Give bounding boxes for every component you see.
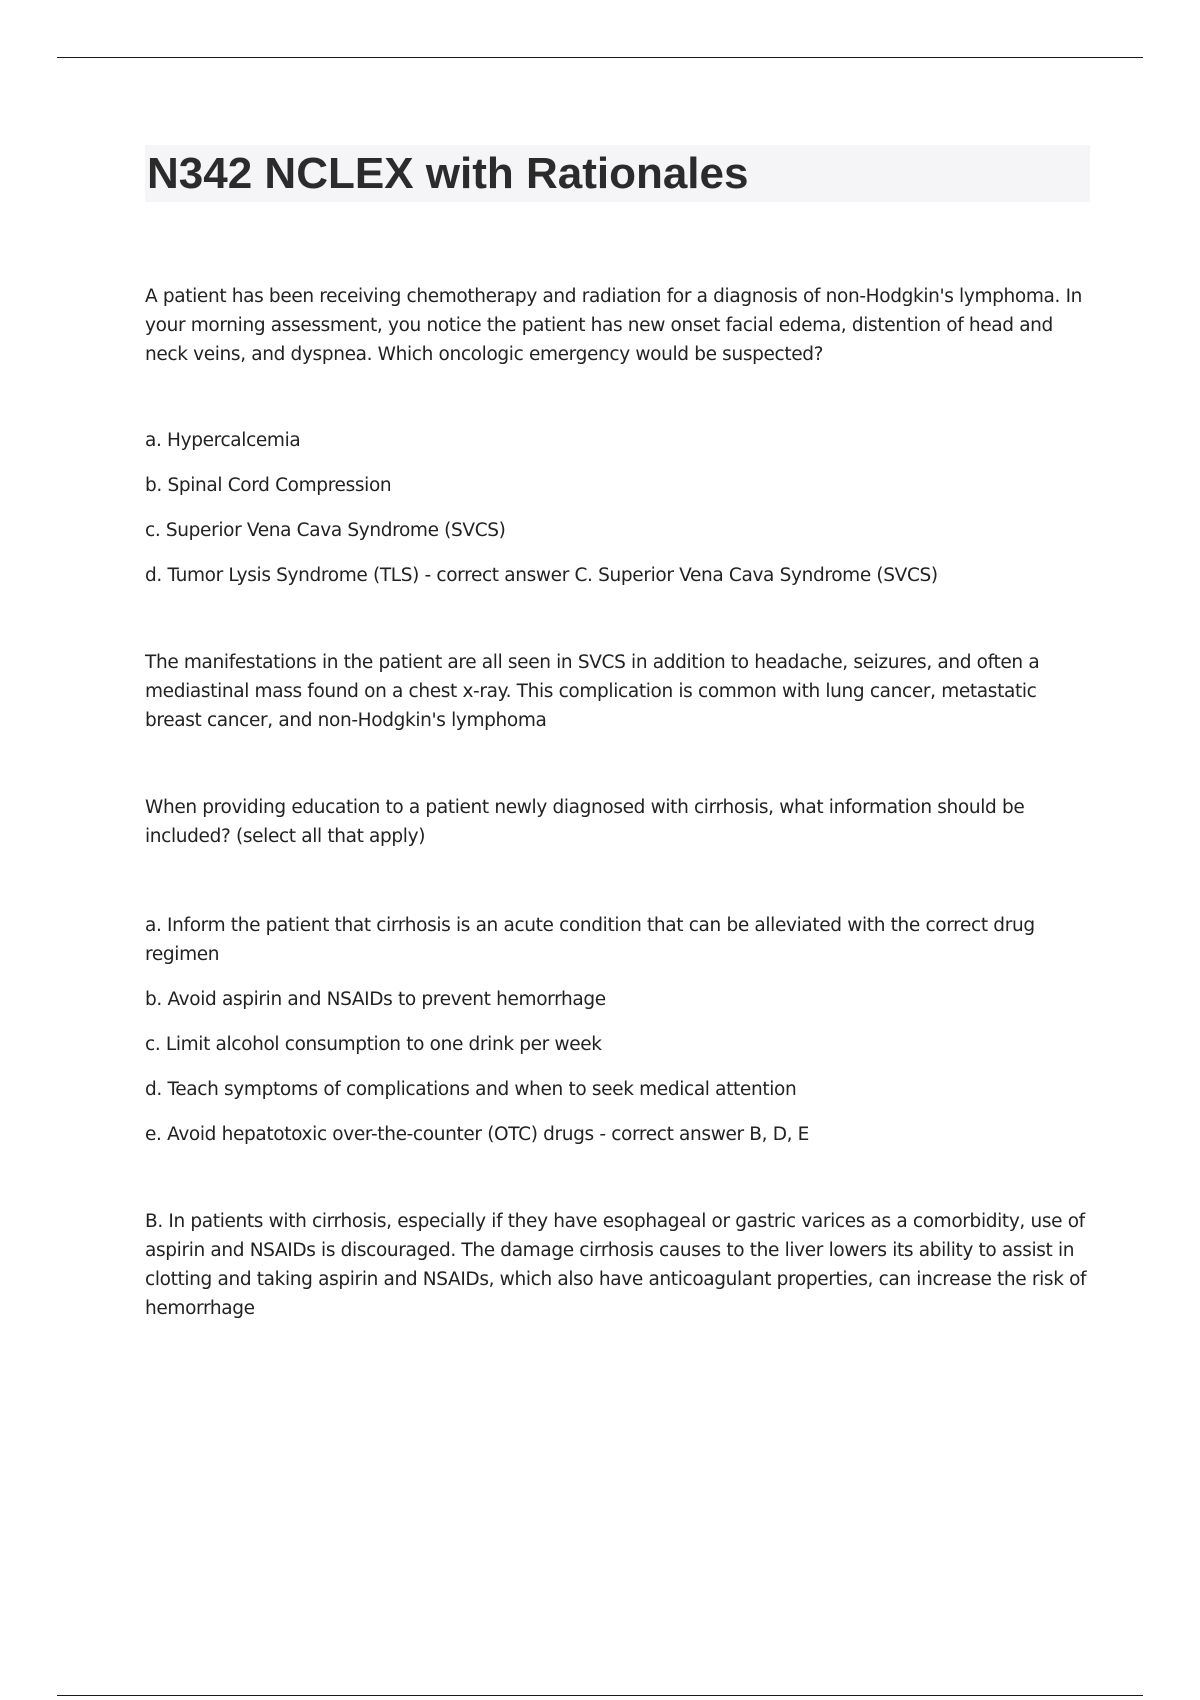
question-1-option-a: a. Hypercalcemia: [145, 430, 301, 451]
footer-rule: [57, 1695, 1143, 1696]
question-2-option-a: a. Inform the patient that cirrhosis is an acute condition that can be alleviated with the correct drug regimen: [145, 915, 1035, 965]
question-2-rationale: B. In patients with cirrhosis, especially if they have esophageal or gastric varices as a comorbidity, use of aspirin and NSAIDs is discouraged. The damage cirrhosis causes to the liver lowers its ability to assist in clotting and taking aspirin and NSAIDs, which also have anticoagulant properties, can increase the risk of hemorrhage: [145, 1211, 1087, 1319]
question-1-rationale: The manifestations in the patient are all seen in SVCS in addition to headache, seizures, and often a mediastinal mass found on a chest x-ray. This complication is common with lung cancer, metastatic breast cancer, and non-Hodgkin's lymphoma: [145, 652, 1040, 731]
question-1-option-b: b. Spinal Cord Compression: [145, 475, 392, 496]
question-1-text: A patient has been receiving chemotherapy and radiation for a diagnosis of non-Hodgkin's lymphoma. In your morning assessment, you notice the patient has new onset facial edema, distention of head and neck veins, and dyspnea. Which oncologic emergency would be suspected?: [145, 286, 1083, 365]
question-2-option-e: e. Avoid hepatotoxic over-the-counter (OTC) drugs - correct answer B, D, E: [145, 1124, 810, 1145]
question-2-option-b: b. Avoid aspirin and NSAIDs to prevent hemorrhage: [145, 989, 606, 1010]
document-body: [145, 145, 1090, 1323]
question-1-options: [145, 426, 1090, 590]
question-2-option-d: d. Teach symptoms of complications and when to seek medical attention: [145, 1079, 797, 1100]
question-1-option-c: c. Superior Vena Cava Syndrome (SVCS): [145, 520, 506, 541]
title-banner: [145, 145, 1090, 202]
question-2-option-c: c. Limit alcohol consumption to one drink per week: [145, 1034, 602, 1055]
page-title: N342 NCLEX with Rationales: [147, 149, 749, 198]
header-rule: [57, 57, 1143, 58]
question-1-option-d: d. Tumor Lysis Syndrome (TLS) - correct answer C. Superior Vena Cava Syndrome (SVCS): [145, 565, 938, 586]
question-2-text: When providing education to a patient newly diagnosed with cirrhosis, what information should be included? (select all that apply): [145, 797, 1025, 847]
question-2-options: [145, 911, 1090, 1149]
